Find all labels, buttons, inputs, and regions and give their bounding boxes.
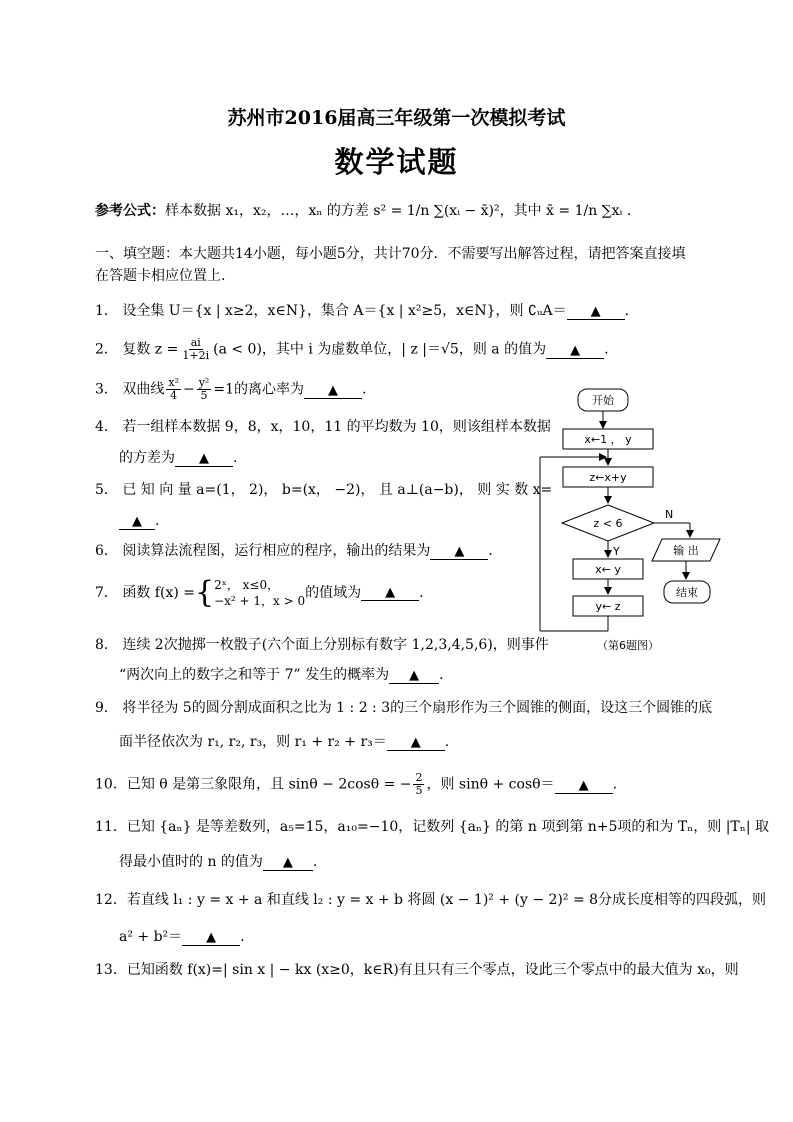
fraction: $\frac{\text{x²}}{4}$: [168, 376, 179, 402]
flow-init-label: x←1 ， y: [584, 433, 632, 446]
answer-blank: ▲: [182, 931, 240, 946]
answer-blank: ▲: [387, 736, 445, 751]
fraction: $\frac{ai}{1+2i}$: [182, 336, 210, 362]
flowchart: [530, 385, 730, 655]
answer-blank: ▲: [175, 452, 233, 467]
question-7-text: 7． 函数 f(x) =: [95, 585, 195, 601]
question-1: 1． 设全集 U＝{x | x≥2，x∈N}，集合 A＝{x | x²≥5，x∈N}，则 ∁ᵤA＝ ▲ .: [95, 303, 630, 319]
answer-blank: ▲: [430, 545, 488, 560]
question-8-line1: 8． 连续 2次抛掷一枚骰子(六个面上分别标有数字 1,2,3,4,5,6)，则事件: [95, 637, 549, 653]
question-3-text-2: =1的离心率为: [213, 381, 304, 398]
reference-formula: [95, 202, 631, 220]
question-6: 6． 阅读算法流程图，运行相应的程序，输出的结果为 ▲ .: [95, 543, 493, 559]
question-6-text: 6． 阅读算法流程图，运行相应的程序，输出的结果为: [95, 543, 431, 559]
question-10-text-2: ，则 sinθ + cosθ＝: [426, 776, 555, 793]
flow-yes-label: Y: [613, 545, 620, 558]
question-5-line1: 5． 已 知 向 量 a=(1， 2)， b=(x， −2)， 且 a⊥(a−b)， 则 实 数 x=: [95, 482, 553, 498]
question-8-text: “两次向上的数字之和等于 7” 发生的概率为: [119, 667, 390, 683]
question-8-line2: “两次向上的数字之和等于 7” 发生的概率为 ▲ .: [119, 667, 444, 683]
fraction: $\frac{2}{5}$: [415, 771, 423, 797]
flow-decision-label: z < 6: [593, 517, 623, 530]
formula-label: 参考公式：: [95, 203, 165, 219]
exam-title: 苏州市2016届高三年级第一次模拟考试: [227, 107, 566, 129]
question-4-line2: 的方差为 ▲ .: [119, 450, 238, 466]
answer-blank: ▲: [555, 779, 613, 794]
question-2-text: 2． 复数 z =: [95, 341, 179, 358]
flow-end-label: 结束: [676, 586, 698, 599]
flow-no-label: N: [665, 508, 674, 521]
question-1-text: 1． 设全集 U＝{x | x≥2，x∈N}，集合 A＝{x | x²≥5，x∈N}，则 ∁ᵤA＝: [95, 303, 567, 319]
fraction: $\frac{\text{y²}}{5}$: [198, 376, 210, 402]
brace: {: [195, 575, 215, 610]
question-9-line2: 面半径依次为 r₁, r₂, r₃，则 r₁ + r₂ + r₃＝ ▲ .: [119, 734, 450, 750]
formula-text: 样本数据 x₁，x₂，…，xₙ 的方差 s² = 1/n ∑(xᵢ − x̄)²，其中 x̄ = 1/n ∑xᵢ .: [165, 203, 632, 219]
flow-assign-x-label: x← y: [595, 563, 621, 576]
flow-assign-y-label: y← z: [595, 600, 621, 613]
answer-blank: ▲: [263, 856, 313, 871]
answer-blank: ▲: [304, 384, 362, 399]
question-11-text: 得最小值时的 n 的值为: [119, 854, 263, 870]
question-10-text: 10．已知 θ 是第三象限角，且 sinθ − 2cosθ = −: [95, 776, 412, 793]
question-11-line1: 11．已知 {aₙ} 是等差数列，a₅=15，a₁₀=−10，记数列 {aₙ} 的第 n 项到第 n+5项的和为 Tₙ，则 |Tₙ| 取: [95, 819, 769, 835]
question-3-text: 3． 双曲线: [95, 381, 165, 398]
question-9-line1: 9． 将半径为 5的圆分割成面积之比为 1 : 2 : 3的三个扇形作为三个圆锥的侧面，设这三个圆锥的底: [95, 700, 713, 716]
answer-blank: ▲: [546, 344, 604, 359]
question-5-line2: ▲ .: [119, 512, 159, 530]
question-7-text-2: 的值域为: [305, 585, 362, 601]
answer-blank: ▲: [389, 669, 439, 684]
question-3: 3． 双曲线 $\frac{\text{x²}}{4}$ − $\frac{\text{y²}}{5}$ =1的离心率为 ▲ .: [95, 376, 367, 402]
section-heading-line2: 在答题卡相应位置上.: [95, 268, 226, 284]
question-2: 2． 复数 z = $\frac{ai}{1+2i}$ (a < 0)，其中 i 为虚数单位，| z |＝√5，则 a 的值为 ▲ .: [95, 336, 609, 362]
flow-output-label: 输 出: [673, 544, 699, 557]
question-10: 10．已知 θ 是第三象限角，且 sinθ − 2cosθ = − $\frac{2}{5}$ ，则 sinθ + cosθ＝ ▲ .: [95, 771, 618, 797]
answer-blank: ▲: [567, 305, 625, 320]
answer-blank: ▲: [361, 586, 419, 601]
question-11-line2: 得最小值时的 n 的值为 ▲ .: [119, 854, 318, 870]
piecewise-cases: 2ˣ， x≤0， −x² + 1，x > 0: [214, 578, 306, 608]
flow-caption: （第6题图）: [597, 639, 659, 652]
section-heading-line1: 一、填空题：本大题共14小题，每小题5分，共计70分．不需要写出解答过程，请把答案直接填: [95, 246, 686, 262]
question-9-text: 面半径依次为 r₁, r₂, r₃，则 r₁ + r₂ + r₃＝: [119, 734, 387, 750]
question-4-text: 的方差为: [119, 450, 175, 466]
flow-start-label: 开始: [592, 394, 614, 407]
question-4-line1: 4． 若一组样本数据 9，8，x，10，11 的平均数为 10，则该组样本数据: [95, 419, 551, 435]
question-7: 7． 函数 f(x) ={ 2ˣ， x≤0， −x² + 1，x > 0 的值域为 ▲ .: [95, 575, 424, 610]
answer-blank: ▲: [119, 515, 155, 530]
question-12-text: a² + b²＝: [119, 929, 183, 945]
question-12-line1: 12．若直线 l₁ : y = x + a 和直线 l₂ : y = x + b 将圆 (x − 1)² + (y − 2)² = 8分成长度相等的四段弧，则: [95, 892, 767, 908]
question-12-line2: a² + b²＝ ▲ .: [119, 929, 245, 945]
question-13-line1: 13．已知函数 f(x)=| sin x | − kx (x≥0，k∈R)有且只有三个零点，设此三个零点中的最大值为 x₀，则: [95, 962, 739, 978]
question-2-text-2: (a < 0)，其中 i 为虚数单位，| z |＝√5，则 a 的值为: [213, 341, 547, 358]
flow-step1-label: z←x+y: [589, 471, 627, 484]
subject-title: 数学试题: [334, 145, 459, 179]
